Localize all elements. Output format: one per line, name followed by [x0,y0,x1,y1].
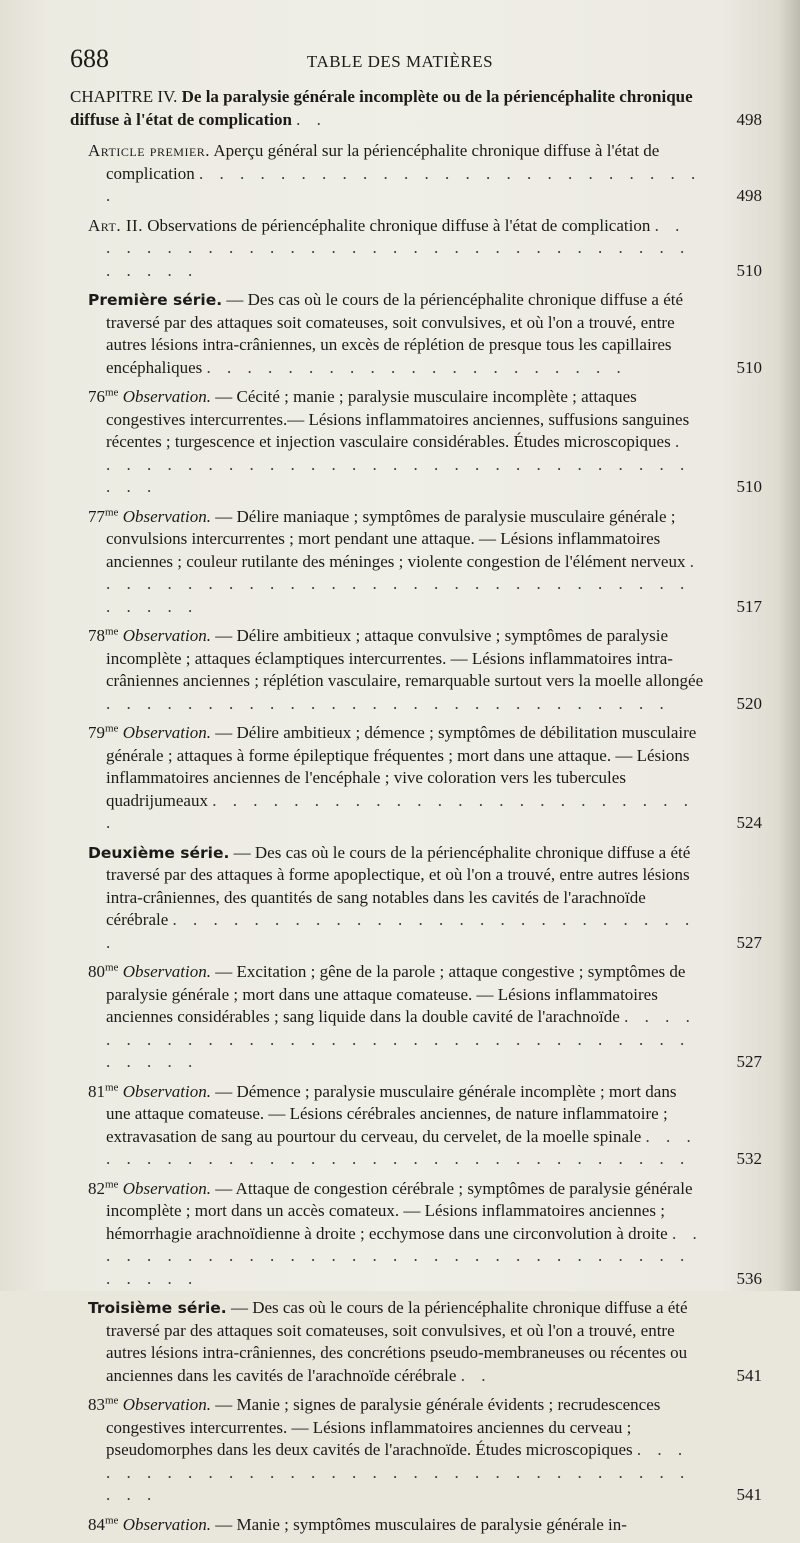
series-text: — Des cas où le cours de la périencéphalite chronique diffuse a été traversé par des attaques à forme apoplectique, et où l'on a trouvé, entre autres lésions intra-crâniennes, des quantités de sang notables dans les cavités de l'arachnoïde cérébrale [106,842,691,929]
page-ref: 510 [736,357,762,377]
observation-text: — Délire ambitieux ; attaque convulsive ; symptômes de paralysie incomplète ; attaques éclamptiques intercurrentes. — Lésions inflammatoires intra-crâniennes anciennes ; réplétion vasculaire, remarquable surtout vers la moelle allongée [106,626,704,690]
page-ref: 498 [736,186,762,205]
observation-number: 79 [88,723,105,742]
observation-text: — Cécité ; manie ; paralysie musculaire incomplète ; attaques congestives intercurrentes.— Lésions inflammatoires anciennes, suffusions sanguines récentes ; turgescence et injection vasculaire considérables. Études microscopiques [106,387,690,451]
dot-leaders: . . . . . . . . . . . . . . . . . . . . . . . . . . . . [106,693,670,713]
toc-entry-observation-77[interactable] [88,506,762,619]
observation-number: 81 [88,1081,105,1101]
observation-number: 76 [88,387,105,406]
observation-text: — Démence ; paralysie musculaire générale incomplète ; mort dans une attaque comateuse. — Lésions cérébrales anciennes, de nature inflammatoire ; extravasation de sang au pourtour du cerveau, du cervelet, de la moelle spinale [106,1081,677,1146]
ordinal-suffix: me [105,961,119,974]
observation-label: Observation. [122,387,211,406]
dot-leaders: . . . . . . . . . . . . . . . . . . . . . . . . . [106,790,694,832]
ordinal-suffix: me [105,386,119,399]
toc-entry-series-2[interactable] [88,842,762,955]
dot-leaders: . . . . . . . . . . . . . . . . . . . . . . . . . . . [106,910,696,952]
table-of-contents [70,86,762,1543]
article-head: Article premier. [88,141,211,160]
series-head: Troisième série. [88,1299,227,1317]
ordinal-suffix: me [105,1080,119,1093]
toc-entry-series-3[interactable] [88,1297,762,1387]
dot-leaders: . . . . . . . . . . . . . . . . . . . . . . . . . . . . . . . . . . . . [106,215,691,280]
observation-text: — Délire ambitieux ; démence ; symptômes de débilitation musculaire générale ; attaques à forme épileptique fréquentes ; mort dans une attaque. — Lésions inflammatoires anciennes de l'encéphale ; vive coloration vers les tubercules quadrijumeaux [106,723,697,810]
article-head: Art. II. [88,215,143,235]
dot-leaders: . . . . . . . . . . . . . . . . . . . . . . . . . . . . . . . . . . . . [106,1223,703,1288]
series-head: Première série. [88,291,223,309]
page-gutter-shadow [778,0,800,1291]
ordinal-suffix: me [105,505,119,518]
page-ref: 536 [736,1268,762,1288]
observation-label: Observation. [122,1514,211,1534]
dot-leaders: . . . . . . . . . . . . . . . . . . . . . . . . . . . . . . . . . . . [106,1440,691,1504]
observation-label: Observation. [122,1081,211,1101]
toc-entry-article-1[interactable] [88,140,762,208]
observation-label: Observation. [122,1395,211,1414]
toc-entry-observation-83[interactable] [88,1394,762,1507]
chapter-head: CHAPITRE IV. [70,87,178,106]
page-ref: 517 [736,596,762,616]
toc-entry-observation-79[interactable] [88,722,762,835]
ordinal-suffix: me [105,1513,119,1526]
observation-label: Observation. [122,962,211,981]
page-ref: 532 [736,1149,762,1168]
dot-leaders: . . [296,109,327,129]
observation-text: — Manie ; symptômes musculaires de paralysie générale in- [215,1514,627,1534]
series-head: Deuxième série. [88,843,230,862]
series-text: — Des cas où le cours de la périencéphalite chronique diffuse a été traversé par des attaques soit comateuses, soit convulsives, et où l'on a trouvé, entre autres lésions intra-crâniennes, des concrétions pseudo-membraneuses ou récentes ou anciennes dans les cavités de l'arachnoïde cérébrale [106,1298,688,1385]
dot-leaders: . . . . . . . . . . . . . . . . . . . . . [206,357,627,377]
page-ref: 498 [736,109,762,129]
page-number: 688 [70,44,109,73]
observation-label: Observation. [122,723,211,742]
toc-entry-observation-80[interactable] [88,961,762,1074]
page-header [70,44,760,74]
observation-text: — Attaque de congestion cérébrale ; symptômes de paralysie générale incomplète ; mort dans un accès comateux. — Lésions inflammatoires anciennes ; hémorrhagie arachnoïdienne à droite ; ecchymose dans une circonvolution à droite [106,1178,693,1243]
page-ref: 510 [736,260,762,280]
page-ref: 527 [736,932,762,952]
article-text: Aperçu général sur la périencéphalite chronique diffuse à l'état de complication [106,141,660,183]
ordinal-suffix: me [105,625,119,638]
observation-number: 84 [88,1514,105,1534]
observation-text: — Manie ; signes de paralysie générale évidents ; recrudescences congestives intercurrentes. — Lésions inflammatoires anciennes du cerveau ; pseudomorphes dans les deux cavités de l'arachnoïde. Études microscopiques [106,1395,661,1459]
series-text: — Des cas où le cours de la périencéphalite chronique diffuse a été traversé par des attaques soit comateuses, soit convulsives, et où l'on a trouvé, entre autres lésions intra-crâniennes, un excès de réplétion de presque tous les capillaires encéphaliques [106,290,684,377]
dot-leaders: . . . . . . . . . . . . . . . . . . . . . . . . . . [106,163,702,205]
dot-leaders: . . . . . . . . . . . . . . . . . . . . . . . . . . . . . . . . . . . . . . [106,1007,696,1071]
observation-label: Observation. [122,626,211,645]
page-ref: 527 [736,1052,762,1071]
dot-leaders: . . [460,1365,492,1385]
toc-entry-observation-76[interactable] [88,386,762,499]
ordinal-suffix: me [105,1394,119,1407]
toc-entry-observation-78[interactable] [88,625,762,715]
page-ref: 520 [736,693,762,713]
ordinal-suffix: me [105,722,119,735]
toc-entry-observation-81[interactable] [88,1081,762,1171]
toc-entry-article-2[interactable] [88,215,762,283]
toc-entry-series-1[interactable] [88,289,762,379]
chapter-title: De la paralysie générale incomplète ou de la périencéphalite chronique diffuse à l'état de complication [70,87,693,129]
dot-leaders: . . . . . . . . . . . . . . . . . . . . . . . . . . . . . . . . [106,1126,697,1168]
observation-number: 78 [88,626,105,645]
toc-entry-observation-84[interactable] [88,1514,762,1537]
page-ref: 541 [736,1365,762,1385]
article-text: Observations de périencéphalite chronique diffuse à l'état de complication [147,215,651,235]
observation-number: 77 [88,506,105,526]
dot-leaders: . . . . . . . . . . . . . . . . . . . . . . . . . . . . . . . . . . . [106,551,700,616]
toc-entry-chapter-4[interactable] [70,86,762,131]
page-ref: 541 [736,1485,762,1504]
page-ref: 524 [736,813,762,832]
observation-label: Observation. [122,506,211,526]
dot-leaders: . . . . . . . . . . . . . . . . . . . . . . . . . . . . . . . . . [106,432,691,496]
observation-text: — Délire maniaque ; symptômes de paralysie musculaire générale ; convulsions intercurrentes ; mort pendant une attaque. — Lésions inflammatoires anciennes ; couleur rutilante des méninges ; violente congestion de l'élément nerveux [106,506,686,571]
observation-number: 83 [88,1395,105,1414]
observation-label: Observation. [122,1178,211,1198]
observation-text: — Excitation ; gêne de la parole ; attaque congestive ; symptômes de paralysie générale ; mort dans une attaque comateuse. — Lésions inflammatoires anciennes considérables ; sang liquide dans la double cavité de l'arachnoïde [106,962,686,1026]
page-ref: 510 [736,477,762,496]
ordinal-suffix: me [105,1177,119,1190]
observation-number: 80 [88,962,105,981]
toc-entry-observation-82[interactable] [88,1178,762,1291]
observation-number: 82 [88,1178,105,1198]
running-title: TABLE DES MATIÈRES [306,52,494,71]
